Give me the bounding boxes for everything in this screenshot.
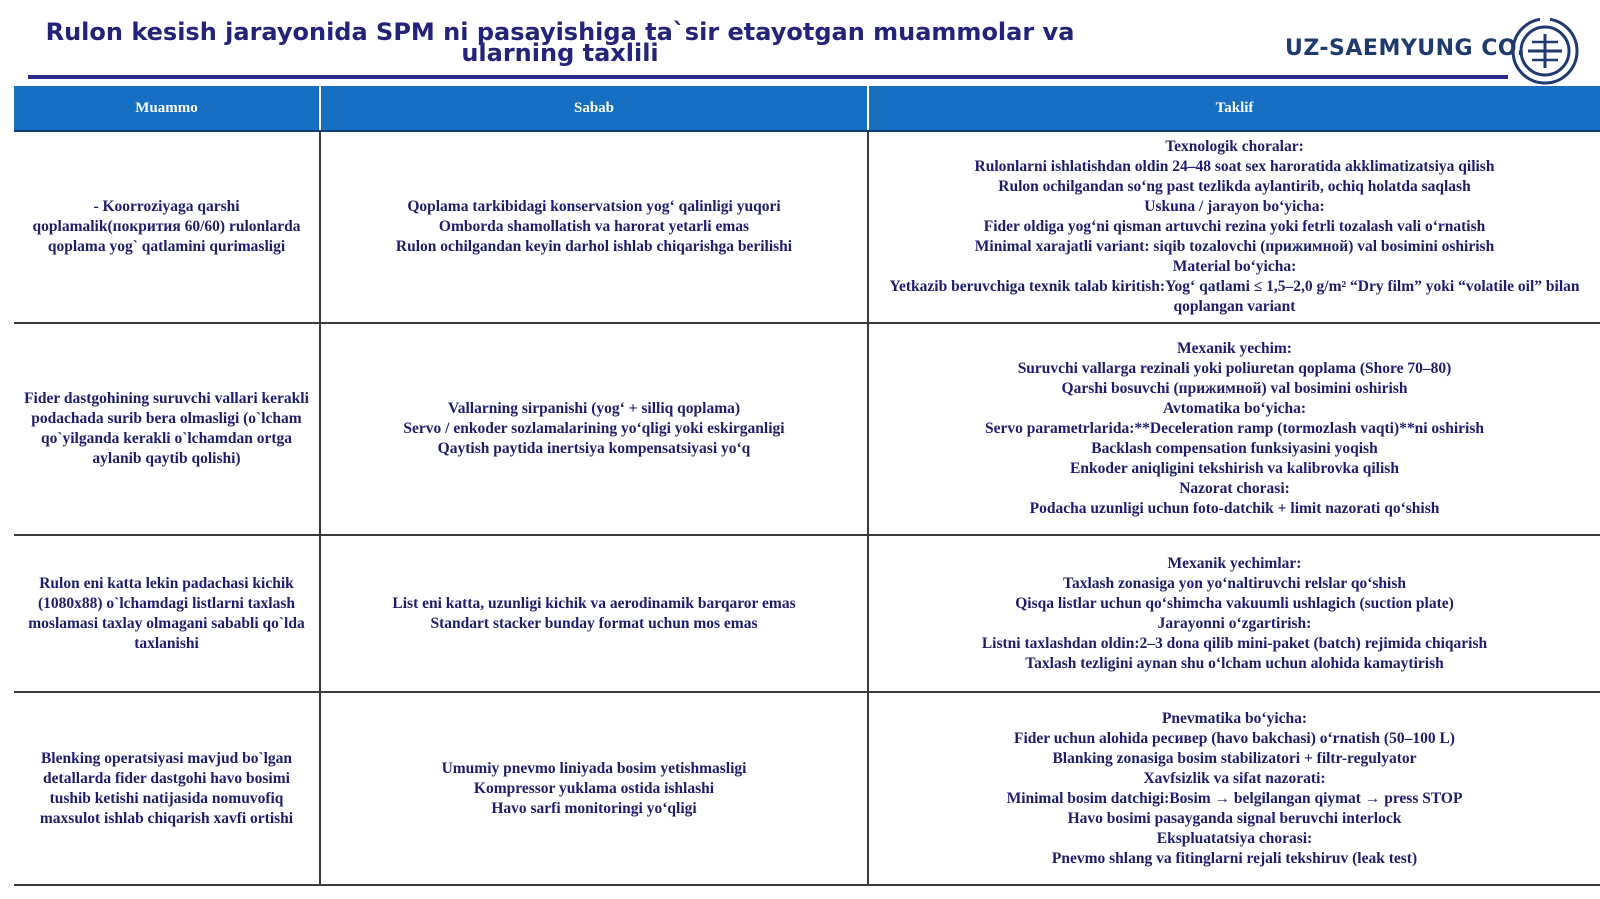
- cell-text: Pnevmo shlang va fitinglarni rejali tekshiruv (leak test): [1051, 849, 1418, 867]
- column-header-muammo: Muammo: [14, 86, 320, 131]
- cell-text: Taxlash zonasiga yon yo‘naltiruvchi relslar qo‘shish: [1063, 574, 1406, 592]
- column-header-sabab: Sabab: [320, 86, 868, 131]
- cell-sabab: [320, 323, 868, 535]
- cell-text: Rulon eni katta lekin padachasi kichik (1080x88) o`lchamdagi listlarni taxlash moslamasi taxlay olmagani sababli qo`lda taxlanishi: [28, 574, 305, 652]
- cell-text: Standart stacker bunday format uchun mos emas: [430, 614, 758, 632]
- cell-text: Fider oldiga yog‘ni qisman artuvchi rezina yoki fetrli tozalash vali o‘rnatish: [983, 218, 1486, 235]
- cell-text: Enkoder aniqligini tekshirish va kalibrovka qilish: [1070, 460, 1399, 477]
- page-title: Rulon kesish jarayonida SPM ni pasayishiga ta`sir etayotgan muammolar va ularning taxlili: [45, 18, 1075, 67]
- cell-text: Avtomatika bo‘yicha:: [1162, 400, 1307, 417]
- cell-text: Umumiy pnevmo liniyada bosim yetishmasligi: [441, 759, 747, 777]
- cell-muammo: [14, 323, 320, 535]
- table-row: [14, 323, 1600, 535]
- cell-text: Uskuna / jarayon bo‘yicha:: [1144, 198, 1325, 215]
- cell-text: Listni taxlashdan oldin:2–3 dona qilib mini-paket (batch) rejimida chiqarish: [981, 634, 1488, 652]
- cell-text: Taxlash tezligini aynan shu o‘lcham uchun alohida kamaytirish: [1025, 654, 1444, 672]
- cell-text: Vallarning sirpanishi (yog‘ + silliq qoplama): [447, 400, 741, 417]
- cell-text: Yetkazib beruvchiga texnik talab kiritish:Yog‘ qatlami ≤ 1,5–2,0 g/m² “Dry film” yoki “volatile oil” bilan qoplangan variant: [889, 278, 1580, 315]
- company-name: UZ-SAEMYUNG CO.: [1285, 36, 1526, 61]
- cell-text: Havo sarfi monitoringi yo‘qligi: [491, 799, 697, 817]
- cell-taklif: [868, 131, 1600, 323]
- cell-text: Havo bosimi pasayganda signal beruvchi interlock: [1067, 809, 1402, 827]
- cell-text: Suruvchi vallarga rezinali yoki poliuretan qoplama (Shore 70–80): [1017, 360, 1452, 377]
- cell-taklif: [868, 692, 1600, 885]
- cell-text: Kompressor yuklama ostida ishlashi: [473, 779, 715, 797]
- cell-muammo: [14, 692, 320, 885]
- cell-text: Rulon ochilgandan keyin darhol ishlab chiqarishga berilishi: [395, 238, 793, 255]
- cell-text: Nazorat chorasi:: [1179, 480, 1290, 497]
- cell-muammo: [14, 535, 320, 692]
- cell-text: Mexanik yechimlar:: [1167, 554, 1302, 572]
- cell-text: Servo parametrlarida:**Deceleration ramp (tormozlash vaqti)**ni oshirish: [985, 420, 1484, 437]
- cell-text: Minimal bosim datchigi:Bosim → belgilangan qiymat → press STOP: [1006, 789, 1463, 807]
- cell-sabab: [320, 131, 868, 323]
- cell-taklif: [868, 535, 1600, 692]
- cell-sabab: [320, 692, 868, 885]
- cell-text: Servo / enkoder sozlamalarining yo‘qligi yoki eskirganligi: [403, 420, 785, 437]
- cell-text: Fider uchun alohida ресивер (havo bakchasi) o‘rnatish (50–100 L): [1014, 729, 1455, 747]
- table-row: [14, 535, 1600, 692]
- cell-text: Xavfsizlik va sifat nazorati:: [1143, 769, 1326, 787]
- cell-text: Fider dastgohining suruvchi vallari kerakli podachada surib bera olmasligi (o`lcham qo`yilganda kerakli o`lchamdan ortga aylanib qaytib qolishi): [24, 390, 309, 467]
- cell-text: Ekspluatatsiya chorasi:: [1156, 829, 1313, 847]
- table-row: [14, 131, 1600, 323]
- cell-text: List eni katta, uzunligi kichik va aerodinamik barqaror emas: [392, 594, 796, 612]
- cell-text: Omborda shamollatish va harorat yetarli emas: [438, 218, 750, 235]
- cell-text: Texnologik choralar:: [1165, 138, 1304, 155]
- cell-text: - Koorroziyaga qarshi qoplamalik(покрития 60/60) rulonlarda qoplama yog` qatlamini qurimasligi: [32, 198, 301, 255]
- cell-sabab: [320, 535, 868, 692]
- cell-muammo: [14, 131, 320, 323]
- table-header-row: [14, 86, 1600, 131]
- cell-text: Blanking zonasiga bosim stabilizatori + filtr-regulyator: [1052, 749, 1417, 767]
- cell-text: Minimal xarajatli variant: siqib tozalovchi (прижимной) val bosimini oshirish: [974, 238, 1495, 255]
- cell-text: Blenking operatsiyasi mavjud bo`lgan detallarda fider dastgohi havo bosimi tushib ketishi natijasida nomuvofiq maxsulot ishlab chiqarish xavfi ortishi: [39, 749, 294, 827]
- company-logo-icon: [1510, 16, 1580, 86]
- cell-text: Qisqa listlar uchun qo‘shimcha vakuumli ushlagich (suction plate): [1015, 594, 1454, 612]
- cell-text: Rulonlarni ishlatishdan oldin 24–48 soat sex haroratida akklimatizatsiya qilish: [974, 158, 1495, 175]
- cell-text: Mexanik yechim:: [1177, 340, 1292, 357]
- table-row: [14, 692, 1600, 885]
- cell-text: Jarayonni o‘zgartirish:: [1157, 614, 1312, 632]
- title-underline: [28, 75, 1508, 79]
- analysis-table: [14, 86, 1600, 886]
- cell-taklif: [868, 323, 1600, 535]
- cell-text: Podacha uzunligi uchun foto-datchik + limit nazorati qo‘shish: [1029, 500, 1440, 517]
- cell-text: Material bo‘yicha:: [1172, 258, 1297, 275]
- cell-text: Pnevmatika bo‘yicha:: [1161, 709, 1308, 727]
- cell-text: Qoplama tarkibidagi konservatsion yog‘ qalinligi yuqori: [407, 198, 781, 215]
- cell-text: Qaytish paytida inertsiya kompensatsiyasi yo‘q: [437, 440, 751, 457]
- cell-text: Rulon ochilgandan so‘ng past tezlikda aylantirib, ochiq holatda saqlash: [998, 178, 1471, 195]
- cell-text: Qarshi bosuvchi (прижимной) val bosimini oshirish: [1061, 380, 1408, 397]
- cell-text: Backlash compensation funksiyasini yoqish: [1091, 440, 1378, 457]
- column-header-taklif: Taklif: [868, 86, 1600, 131]
